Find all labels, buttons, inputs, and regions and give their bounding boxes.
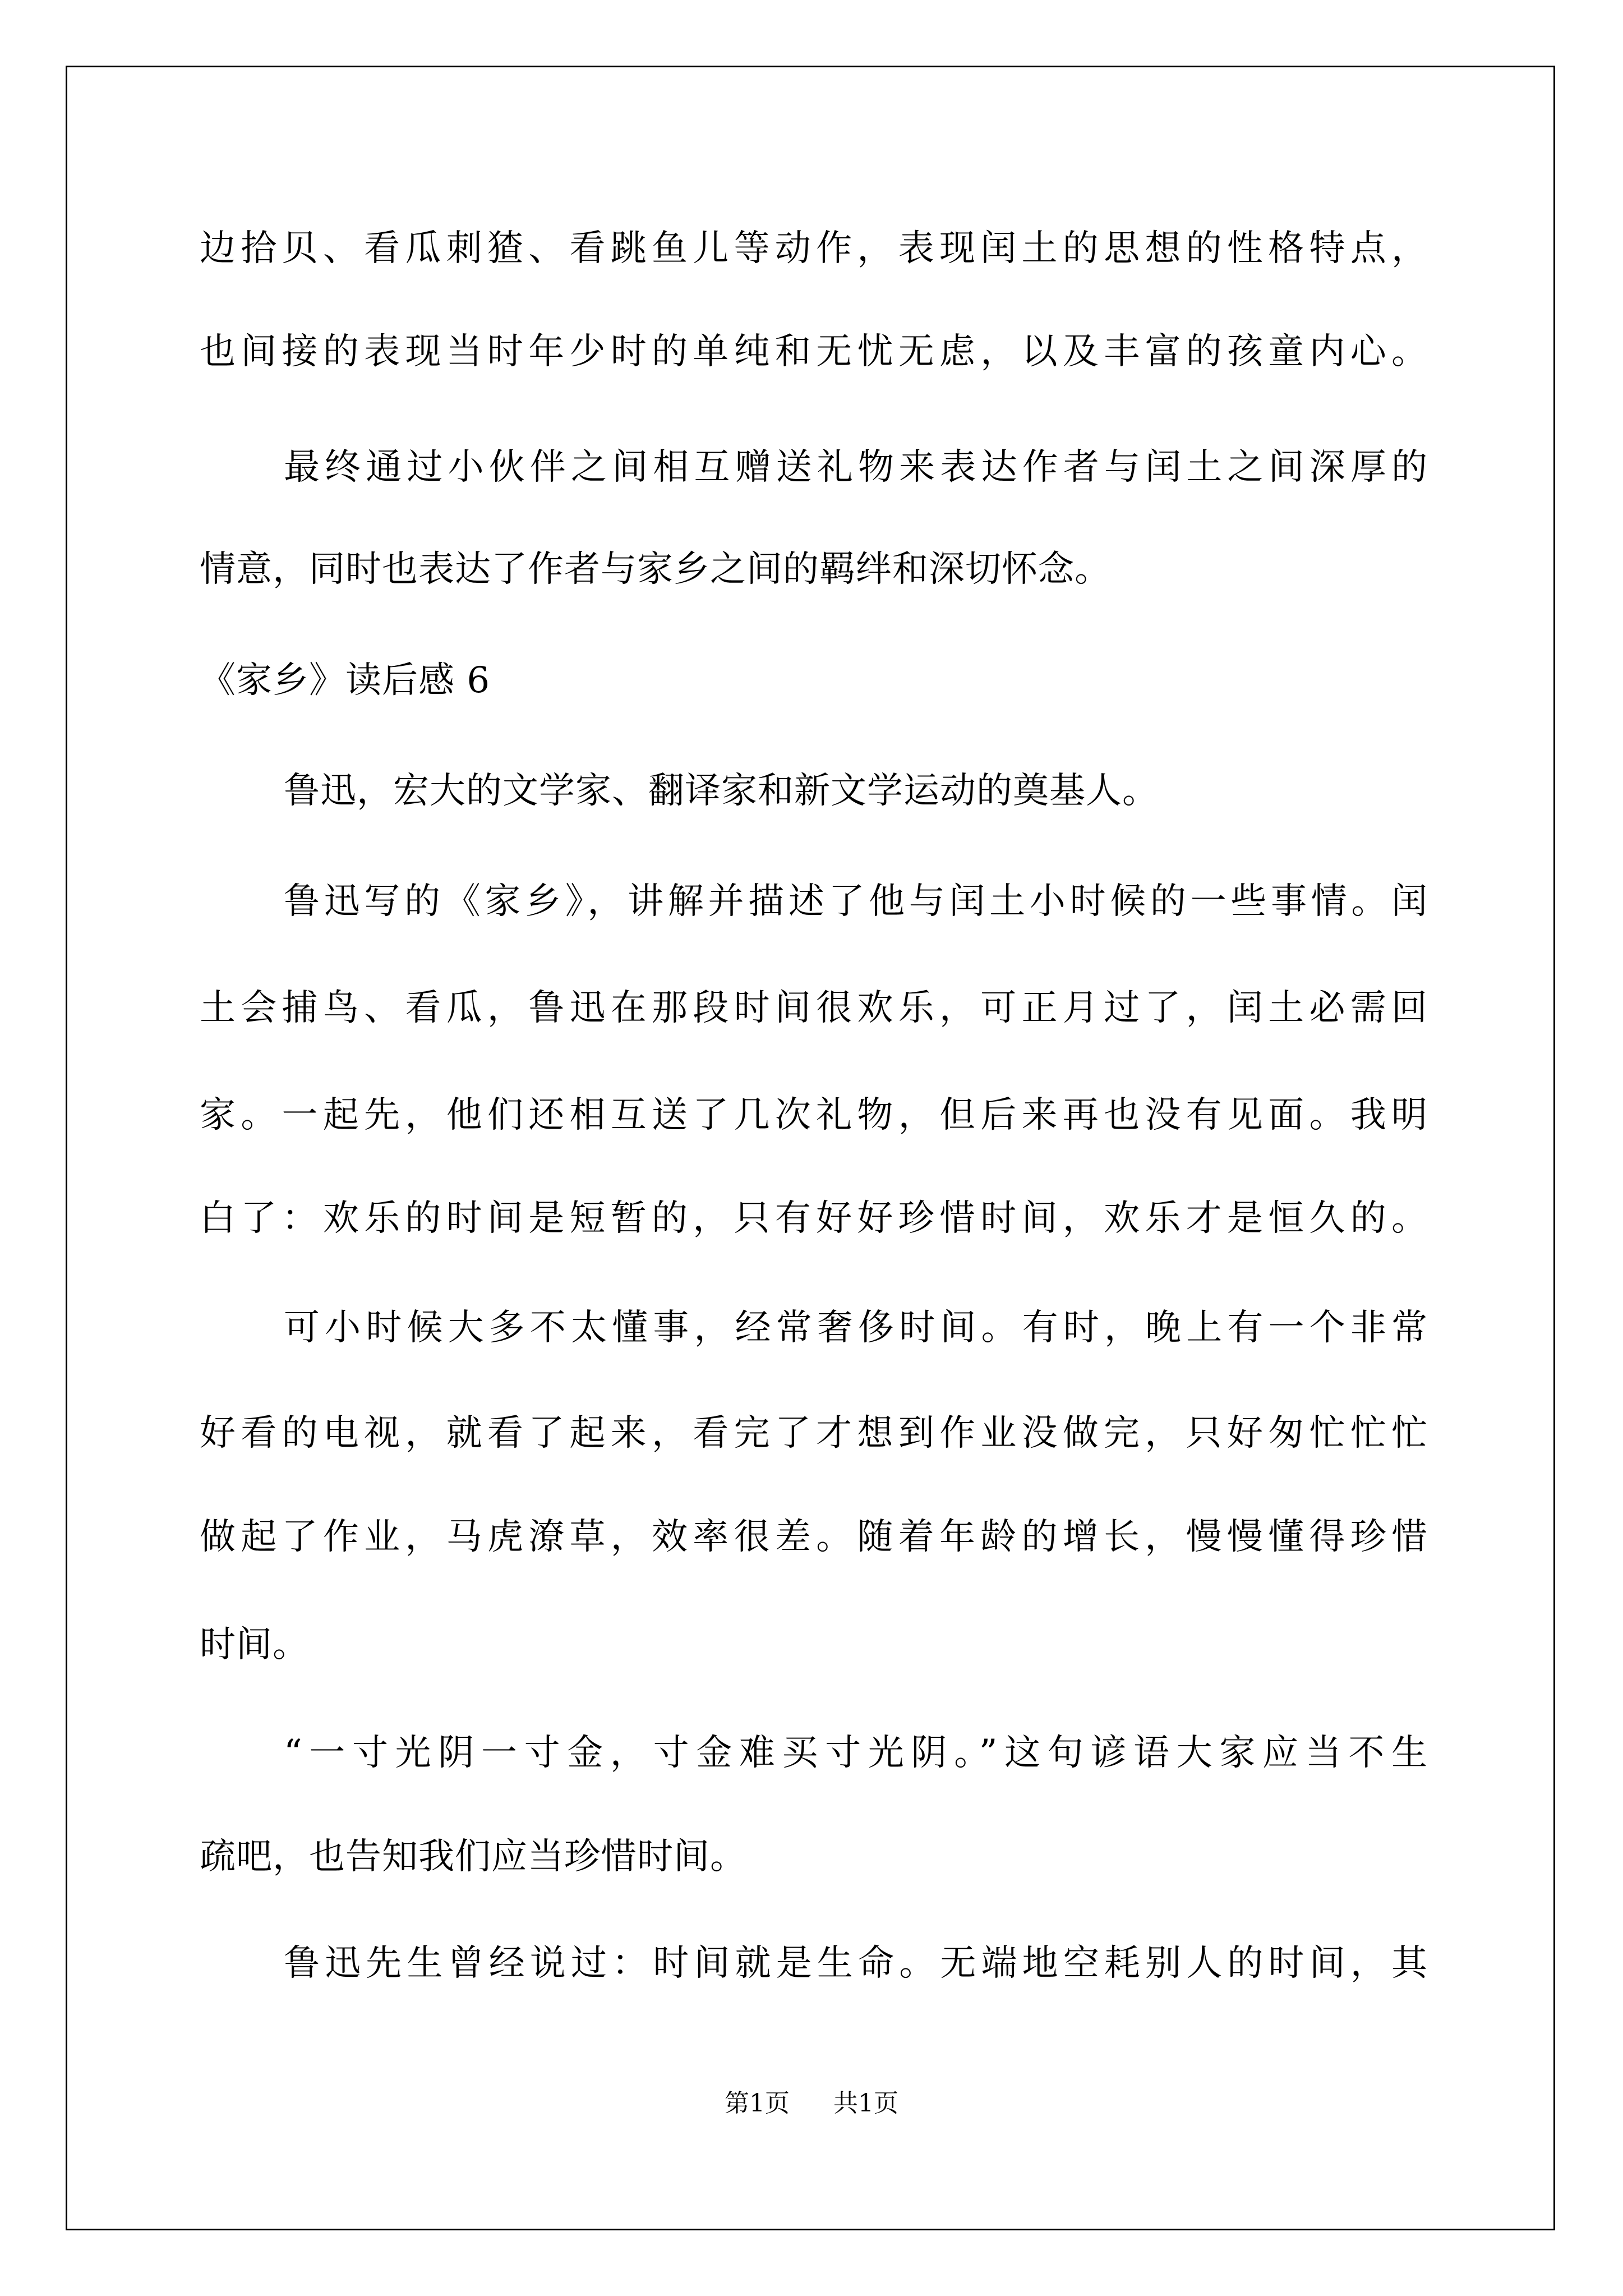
text-line: 最终通过小伙伴之间相互赠送礼物来表达作者与闰土之间深厚的 <box>284 447 1428 488</box>
text-line: 土会捕鸟、看瓜，鲁迅在那段时间很欢乐，可正月过了，闰土必需回 <box>200 987 1428 1029</box>
text-line: 可小时候大多不太懂事，经常奢侈时间。有时，晚上有一个非常 <box>284 1307 1428 1349</box>
text-line: 情意，同时也表达了作者与家乡之间的羁绊和深切怀念。 <box>200 549 1111 590</box>
text-line: 也间接的表现当时年少时的单纯和无忧无虑，以及丰富的孩童内心。 <box>200 331 1428 372</box>
page-total: 共1页 <box>833 2089 898 2118</box>
text-line: 疏吧，也告知我们应当珍惜时间。 <box>200 1836 746 1878</box>
text-line: 好看的电视，就看了起来，看完了才想到作业没做完，只好匆忙忙忙 <box>200 1412 1428 1454</box>
text-line: 边拾贝、看瓜刺猹、看跳鱼儿等动作，表现闰土的思想的性格特点， <box>200 228 1428 269</box>
page-number: 第1页 <box>725 2089 790 2118</box>
page-footer <box>0 2087 1623 2120</box>
section-heading: 《家乡》读后感 6 <box>200 660 491 701</box>
text-line: 鲁迅写的《家乡》，讲解并描述了他与闰土小时候的一些事情。闰 <box>284 881 1428 922</box>
text-line: “一寸光阴一寸金，寸金难买寸光阴。”这句谚语大家应当不生 <box>284 1732 1428 1774</box>
text-line: 鲁迅先生曾经说过：时间就是生命。无端地空耗别人的时间，其 <box>284 1943 1428 1984</box>
text-line: 家。一起先，他们还相互送了几次礼物，但后来再也没有见面。我明 <box>200 1094 1428 1136</box>
text-line: 鲁迅，宏大的文学家、翻译家和新文学运动的奠基人。 <box>284 770 1159 812</box>
text-line: 做起了作业，马虎潦草，效率很差。随着年龄的增长，慢慢懂得珍惜 <box>200 1516 1428 1558</box>
text-line: 白了：欢乐的时间是短暂的，只有好好珍惜时间，欢乐才是恒久的。 <box>200 1198 1428 1239</box>
text-line: 时间。 <box>200 1624 309 1665</box>
